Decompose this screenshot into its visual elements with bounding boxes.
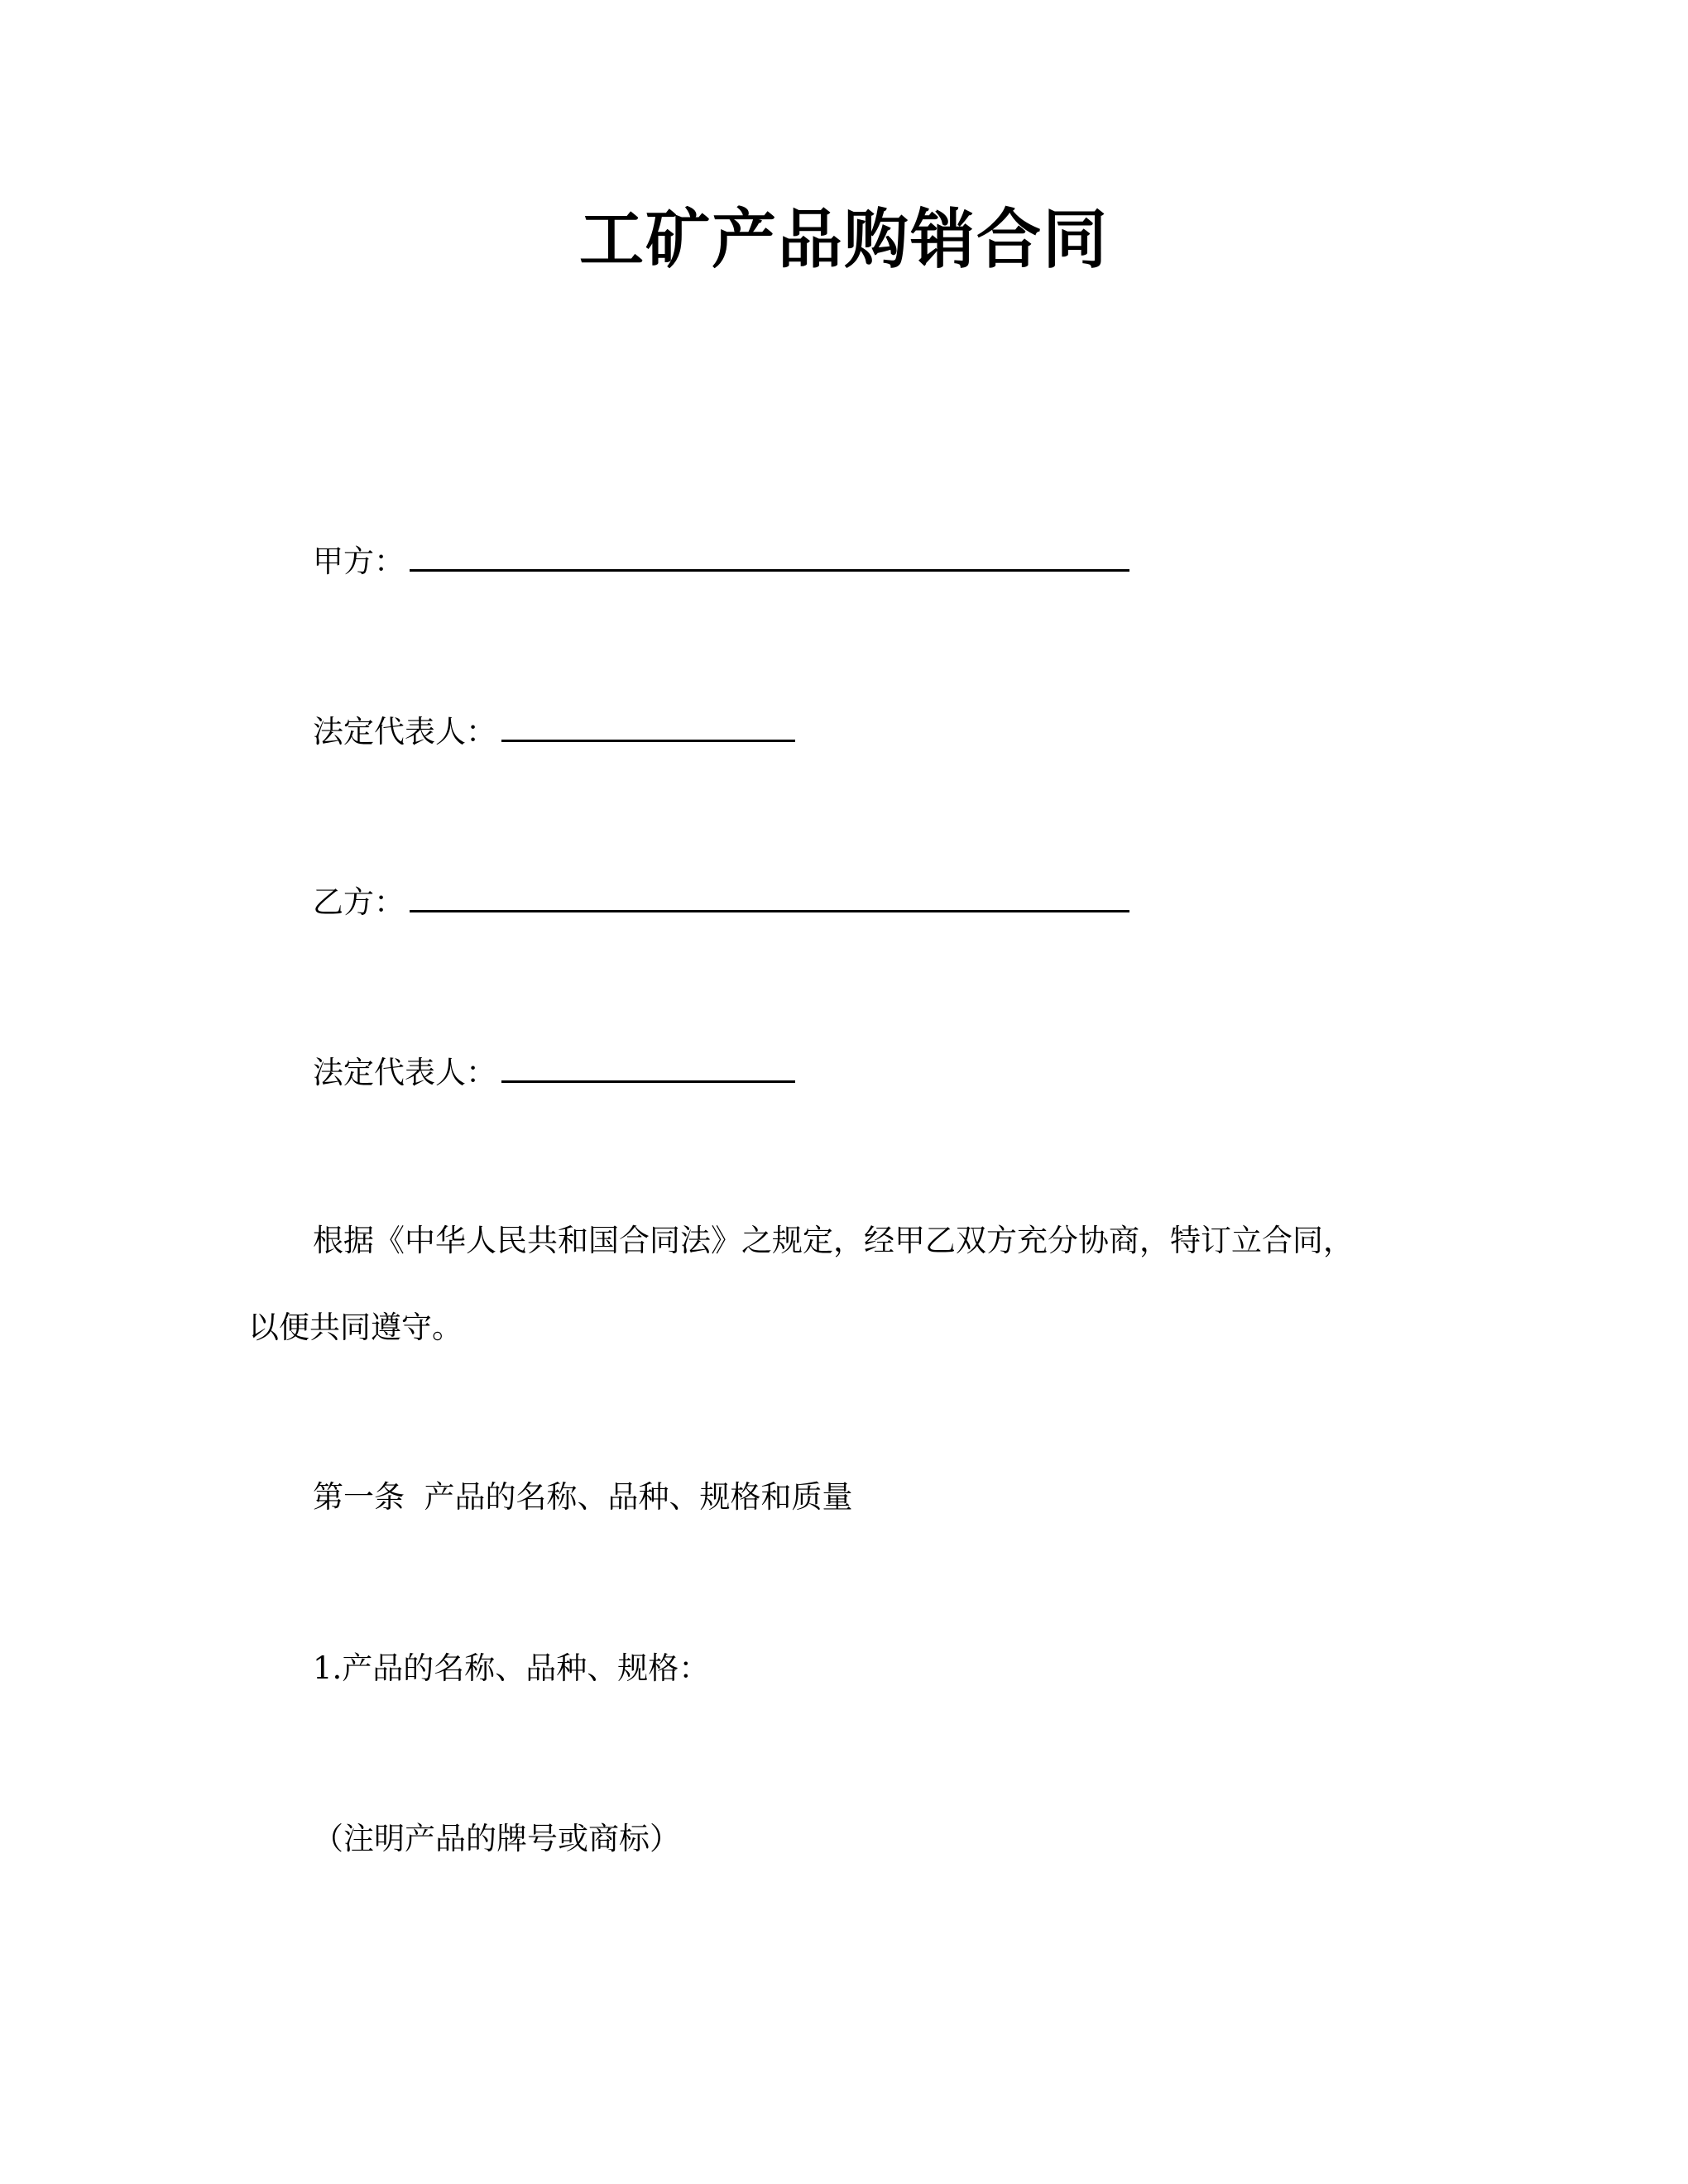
party-b-representative-row — [313, 1049, 795, 1094]
preamble-line-2: 以便共同遵守。 — [248, 1310, 463, 1345]
preamble-line-1: 根据《中华人民共和国合同法》之规定，经甲乙双方充分协商，特订立合同， — [313, 1223, 1354, 1258]
party-b-blank-line[interactable] — [410, 879, 1129, 912]
party-a-representative-label: 法定代表人： — [313, 714, 496, 750]
party-a-representative-row — [313, 708, 795, 753]
party-b-representative-label: 法定代表人： — [313, 1055, 496, 1090]
document-title: 工矿产品购销合同 — [578, 203, 1109, 277]
party-b-label: 乙方： — [313, 884, 405, 920]
party-a-representative-blank-line[interactable] — [501, 708, 795, 742]
article-1-heading: 第一条 产品的名称、品种、规格和质量 — [313, 1479, 853, 1515]
party-a-blank-line[interactable] — [410, 538, 1129, 572]
party-b-row — [313, 879, 1129, 923]
article-1-item-1: 1.产品的名称、品种、规格： — [313, 1650, 710, 1686]
party-b-representative-blank-line[interactable] — [501, 1049, 795, 1083]
party-a-label: 甲方： — [313, 544, 405, 579]
product-note: （注明产品的牌号或商标） — [313, 1821, 680, 1856]
party-a-row — [313, 538, 1129, 582]
